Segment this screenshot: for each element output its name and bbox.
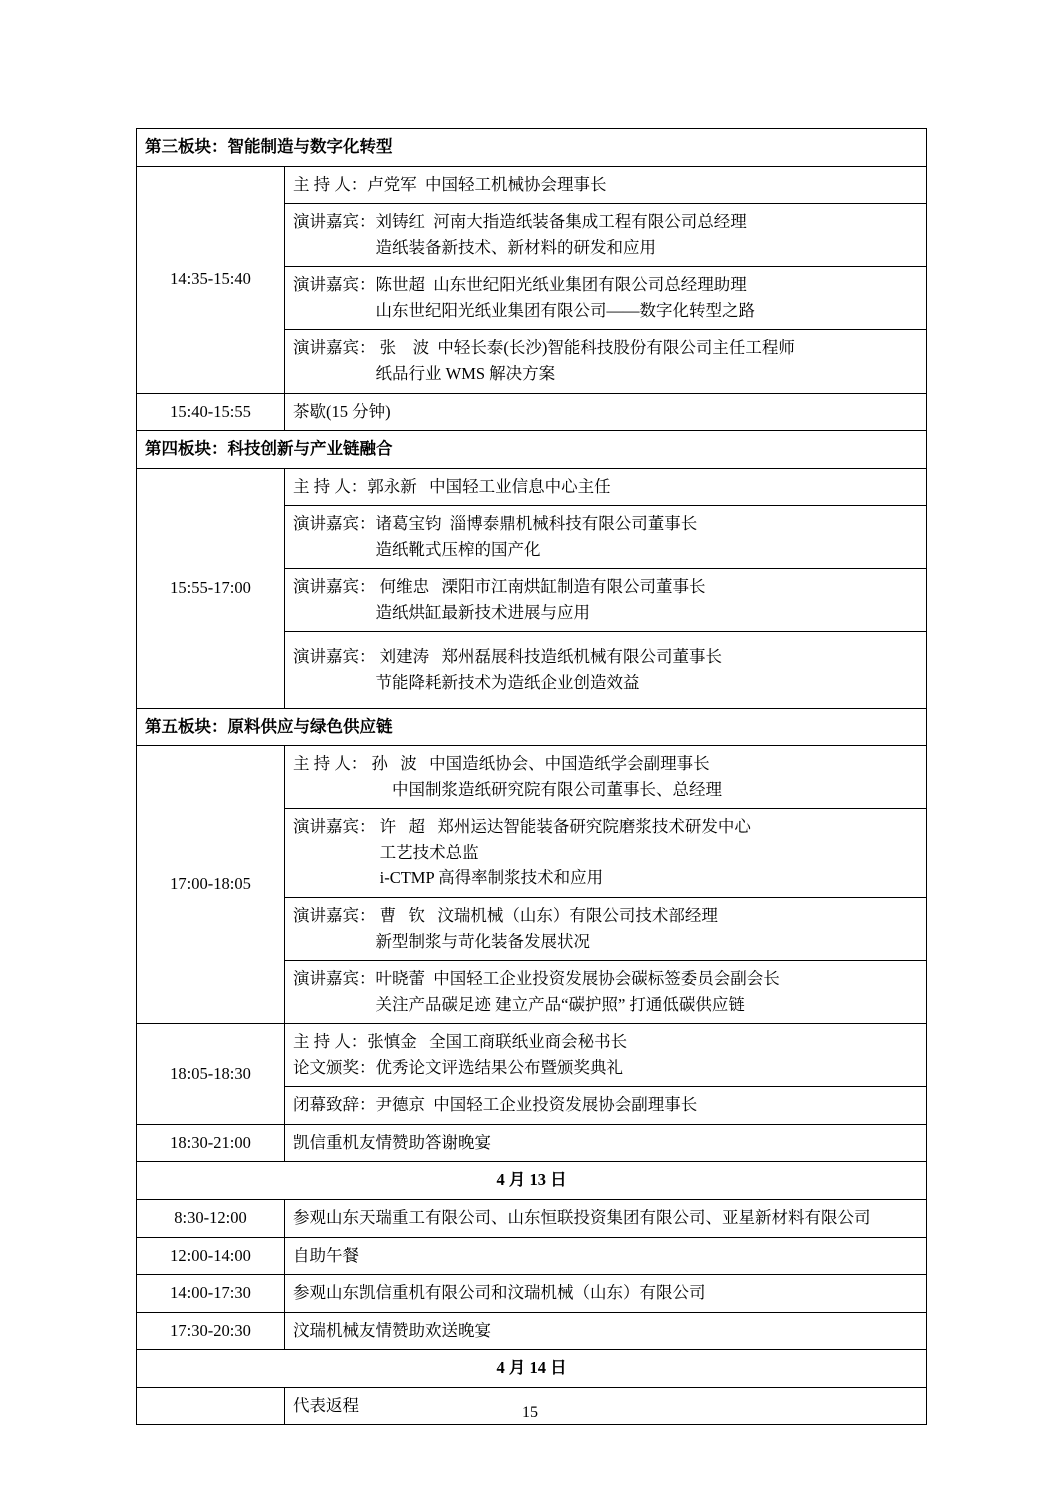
table-row [137,746,927,809]
table-row [137,708,927,746]
table-row [137,431,927,469]
time-cell: 12:00-14:00 [137,1237,285,1275]
agenda-item: 汶瑞机械友情赞助欢送晚宴 [285,1312,927,1350]
page-number: 15 [522,1404,538,1421]
table-row [137,166,927,204]
agenda-item [285,809,927,898]
agenda-item [285,1087,927,1125]
agenda-line: 造纸装备新技术、新材料的研发和应用 [293,237,656,257]
agenda-line: 山东世纪阳光纸业集团有限公司——数字化转型之路 [293,300,755,320]
agenda-line: 中国制浆造纸研究院有限公司董事长、总经理 [293,779,722,799]
agenda-line: 造纸靴式压榨的国产化 [293,539,541,559]
time-cell: 17:30-20:30 [137,1312,285,1350]
agenda-line: 节能降耗新技术为造纸企业创造效益 [293,673,640,692]
agenda-item [285,961,927,1024]
day-header: 4 月 13 日 [137,1162,927,1200]
table-row [137,1024,927,1087]
agenda-line: i-CTMP 高得率制浆技术和应用 [293,868,604,888]
table-row [137,1200,927,1238]
table-row [137,1312,927,1350]
agenda-item: 代表返程 [285,1387,927,1425]
agenda-item: 凯信重机友情赞助答谢晚宴 [285,1124,927,1162]
time-cell: 18:30-21:00 [137,1124,285,1162]
agenda-item: 参观山东天瑞重工有限公司、山东恒联投资集团有限公司、亚星新材料有限公司 [285,1200,927,1238]
agenda-item [285,330,927,393]
section-header: 第五板块：原料供应与绿色供应链 [137,708,927,746]
table-row [137,393,927,431]
time-cell: 18:05-18:30 [137,1024,285,1125]
agenda-line: 主 持 人：郭永新 中国轻工业信息中心主任 [293,476,611,496]
table-row [137,468,927,506]
agenda-line: 主 持 人： 孙 波 中国造纸协会、中国造纸学会副理事长 [293,754,710,774]
agenda-item [285,1024,927,1087]
time-cell: 8:30-12:00 [137,1200,285,1238]
agenda-item [285,569,927,632]
agenda-line: 演讲嘉宾：陈世超 山东世纪阳光纸业集团有限公司总经理助理 [293,275,747,295]
table-row [137,1275,927,1313]
agenda-line: 演讲嘉宾： 张 波 中轻长泰(长沙)智能科技股份有限公司主任工程师 [293,338,795,358]
agenda-line: 主 持 人：卢党军 中国轻工机械协会理事长 [293,174,607,194]
table-row [137,129,927,167]
agenda-line: 新型制浆与苛化装备发展状况 [293,931,590,951]
agenda-item [285,267,927,330]
time-cell: 17:00-18:05 [137,746,285,1024]
agenda-line: 演讲嘉宾： 何维忠 溧阳市江南烘缸制造有限公司董事长 [293,577,706,597]
agenda-line: 演讲嘉宾： 许 超 郑州运达智能装备研究院磨浆技术研发中心 [293,817,751,837]
agenda-item [285,506,927,569]
section-header: 第三板块：智能制造与数字化转型 [137,129,927,167]
time-cell: 14:00-17:30 [137,1275,285,1313]
agenda-item [285,897,927,960]
agenda-line: 主 持 人：张慎金 全国工商联纸业商会秘书长 [293,1032,628,1052]
agenda-line: 演讲嘉宾： 刘建涛 郑州磊展科技造纸机械有限公司董事长 [293,647,722,667]
agenda-item [285,166,927,204]
section-header: 第四板块：科技创新与产业链融合 [137,431,927,469]
agenda-line: 演讲嘉宾：诸葛宝钧 淄博泰鼎机械科技有限公司董事长 [293,514,698,534]
table-row [137,1237,927,1275]
agenda-line: 论文颁奖：优秀论文评选结果公布暨颁奖典礼 [293,1057,623,1077]
table-row [137,1350,927,1388]
agenda-line: 纸品行业 WMS 解决方案 [293,363,556,383]
agenda-item: 茶歇(15 分钟) [285,393,927,431]
table-row [137,1162,927,1200]
agenda-table-body [137,129,927,1425]
agenda-item [285,746,927,809]
agenda-line: 演讲嘉宾：刘铸红 河南大指造纸装备集成工程有限公司总经理 [293,212,747,232]
table-row [137,1124,927,1162]
agenda-item: 自助午餐 [285,1237,927,1275]
agenda-line: 工艺技术总监 [293,842,479,862]
agenda-item [285,204,927,267]
agenda-table [136,128,927,1425]
agenda-item [285,468,927,506]
agenda-line: 演讲嘉宾：叶晓蕾 中国轻工企业投资发展协会碳标签委员会副会长 [293,969,780,989]
agenda-item: 参观山东凯信重机有限公司和汶瑞机械（山东）有限公司 [285,1275,927,1313]
agenda-line: 关注产品碳足迹 建立产品“碳护照” 打通低碳供应链 [293,994,745,1014]
agenda-line: 演讲嘉宾： 曹 钦 汶瑞机械（山东）有限公司技术部经理 [293,905,718,925]
time-cell: 15:55-17:00 [137,468,285,708]
time-cell: 14:35-15:40 [137,166,285,393]
agenda-line: 闭幕致辞：尹德京 中国轻工企业投资发展协会副理事长 [293,1095,698,1115]
time-cell: 15:40-15:55 [137,393,285,431]
agenda-item [285,632,927,708]
agenda-line: 造纸烘缸最新技术进展与应用 [293,602,590,622]
day-header: 4 月 14 日 [137,1350,927,1388]
